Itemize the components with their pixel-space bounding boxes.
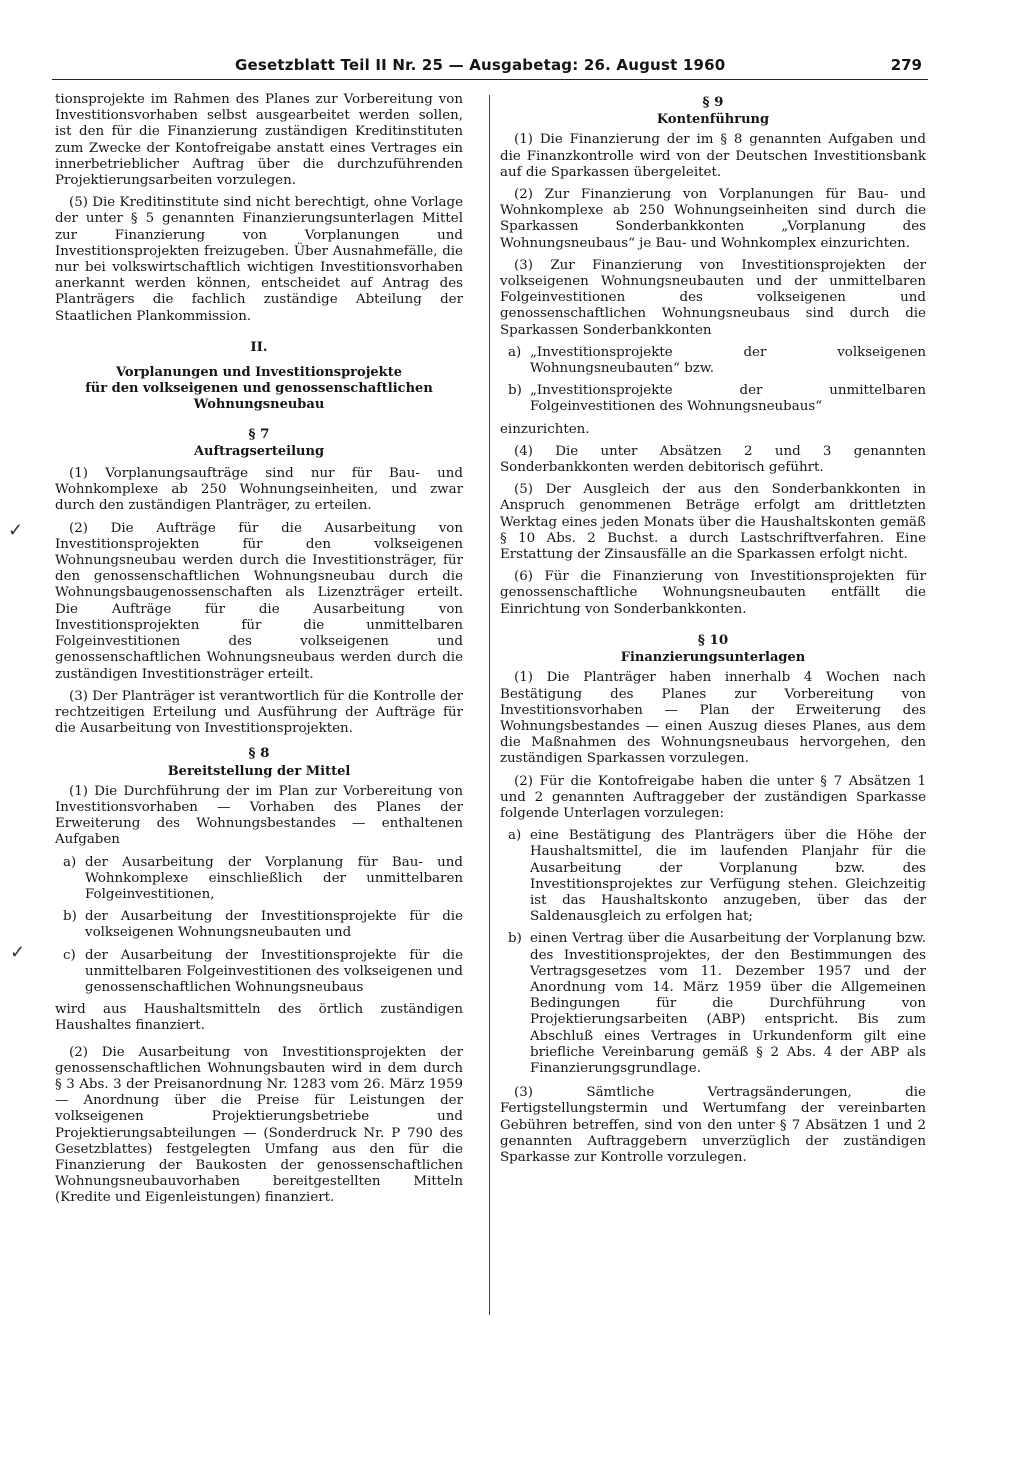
- list-item: [500, 828, 926, 925]
- part-title: für den volkseigenen und genossenschaftlichen: [85, 381, 433, 397]
- page-header: [52, 50, 932, 80]
- paragraph: (2) Für die Kontofreigabe haben die unter § 7 Absätzen 1 und 2 genannten Auftraggeber der zuständigen Sparkasse folgende Unterlagen vorzulegen:: [500, 773, 926, 821]
- column-divider: [489, 95, 490, 1315]
- list-text: der Ausarbeitung der Investitionsprojekte für die unmittelbaren Folgeinvestitionen des volkseigenen und genossenschaftlichen Wohnungsneubaus: [85, 947, 463, 995]
- list-item: [500, 931, 926, 1077]
- left-column: [55, 92, 463, 1213]
- paragraph: (1) Die Finanzierung der im § 8 genannten Aufgaben und die Finanzkontrolle wird von der Deutschen Investitionsbank auf die Sparkassen übergeleitet.: [500, 132, 926, 180]
- paragraph: (4) Die unter Absätzen 2 und 3 genannten Sonderbankkonten werden debitorisch geführt.: [500, 443, 926, 476]
- list-item: [500, 383, 926, 415]
- list-label: b): [508, 931, 522, 947]
- margin-check-mark: ✓: [8, 520, 24, 541]
- section-number: § 8: [248, 745, 270, 762]
- list-label: b): [63, 909, 77, 925]
- paragraph: (1) Die Planträger haben innerhalb 4 Wochen nach Bestätigung des Planes zur Vorbereitung von Investitionsvorhaben — Plan der Erweiterung des Wohnungsbestandes — einen Auszug dieses Planes, aus dem die Maßnahmen des Wohnungsneubaus hervorgehen, den zuständigen Sparkassen vorzulegen.: [500, 670, 926, 767]
- paragraph: (3) Der Planträger ist verantwortlich für die Kontrolle der rechtzeitigen Erteilung und Ausführung der Aufträge für die Ausarbeitung von Investitionsprojekten.: [55, 688, 463, 737]
- list-text: „Investitionsprojekte der volkseigenen Wohnungsneubauten“ bzw.: [530, 344, 926, 377]
- paragraph: (1) Die Durchführung der im Plan zur Vorbereitung von Investitionsvorhaben — Vorhaben des Planes der Erweiterung des Wohnungsbestandes — enthaltenen Aufgaben: [55, 783, 463, 848]
- section-title: Finanzierungsunterlagen: [620, 650, 806, 666]
- header-rule: [52, 79, 928, 80]
- section-title: Bereitstellung der Mittel: [167, 763, 351, 779]
- list-label: c): [63, 947, 76, 963]
- section-title: Auftragserteilung: [193, 443, 325, 459]
- list-label: a): [63, 854, 77, 870]
- list-item: [55, 909, 463, 941]
- paragraph: (5) Die Kreditinstitute sind nicht berechtigt, ohne Vorlage der unter § 5 genannten Finanzierungsunterlagen Mittel zur Finanzierung von Vorplanungen und Investitionsprojekten freizugeben. Über Ausnahmefälle, die nur bei volkswirtschaftlich wichtigen Investitionsvorhaben anerkannt werden können, entscheidet auf Antrag des Planträgers die fachlich zuständige Abteilung der Staatlichen Plankommission.: [55, 195, 463, 324]
- paragraph: (5) Der Ausgleich der aus den Sonderbankkonten in Anspruch genommenen Beträge erfolgt am drittletzten Werktag eines jeden Monats über die Haushaltskonten gemäß § 10 Abs. 2 Buchst. a durch Lastschriftverfahren. Eine Erstattung der Zinsausfälle an die Sparkassen erfolgt nicht.: [500, 482, 926, 563]
- list-text: der Ausarbeitung der Vorplanung für Bau- und Wohnkomplexe einschließlich der unmittelbaren Folgeinvestitionen,: [85, 854, 463, 902]
- paragraph: (3) Zur Finanzierung von Investitionsprojekten der volkseigenen Wohnungsneubauten und der unmittelbaren Folgeinvestitionen des volkseigenen und genossenschaftlichen Wohnungsneubaus sind durch die Sparkassen Sonderbankkonten: [500, 257, 926, 338]
- page-number: 279: [890, 56, 922, 74]
- list-label: b): [508, 383, 522, 399]
- paragraph: wird aus Haushaltsmitteln des örtlich zuständigen Haushaltes finanziert.: [55, 1002, 463, 1034]
- list-text: eine Bestätigung des Planträgers über die Höhe der Haushaltsmittel, die im laufenden Planjahr für die Ausarbeitung der Vorplanung bzw. des Investitionsprojektes zur Verfügung stehen. Gleichzeitig ist das Haushaltskonto anzugeben, über das der Saldenausgleich zu erfolgen hat;: [530, 828, 926, 925]
- section-title: Kontenführung: [656, 112, 770, 128]
- paragraph: (2) Die Aufträge für die Ausarbeitung von Investitionsprojekten für den volkseigenen Wohnungsneubau werden durch die Investitionsträger, für den genossenschaftlichen Wohnungsneubau durch die Wohnungsbaugenossenschaften als Lizenzträger erteilt. Die Aufträge für die Ausarbeitung von Investitionsprojekten für die unmittelbaren Folgeinvestitionen des volkseigenen und genossenschaftlichen Wohnungsneubaus werden durch die zuständigen Investitionsträger erteilt.: [55, 520, 463, 682]
- section-number: § 7: [248, 425, 270, 442]
- paragraph: (6) Für die Finanzierung von Investitionsprojekten für genossenschaftliche Wohnungsneubauten entfällt die Einrichtung von Sonderbankkonten.: [500, 569, 926, 617]
- list-text: der Ausarbeitung der Investitionsprojekte für die volkseigenen Wohnungsneubauten und: [85, 909, 463, 941]
- list-item: [55, 948, 463, 997]
- right-column: [500, 92, 926, 1172]
- list-text: „Investitionsprojekte der unmittelbaren Folgeinvestitionen des Wohnungsneubaus“: [530, 383, 926, 415]
- paragraph: einzurichten.: [500, 421, 590, 437]
- paragraph: (3) Sämtliche Vertragsänderungen, die Fertigstellungstermin und Wertumfang der vereinbarten Gebühren betreffen, sind von den unter § 7 Absätzen 1 und 2 genannten Auftraggebern unverzüglich der zuständigen Sparkasse zur Kontrolle vorzulegen.: [500, 1085, 926, 1165]
- part-number: II.: [250, 338, 268, 355]
- list-text: einen Vertrag über die Ausarbeitung der Vorplanung bzw. des Investitionsprojektes, der den Bestimmungen des Vertragsgesetzes vom 11. Dezember 1957 und der Anordnung vom 14. März 1959 über die Allgemeinen Bedingungen für die Durchführung von Projektierungsarbeiten (ABP) entspricht. Bis zum Abschluß eines Vertrages in Urkundenform gilt eine briefliche Vereinbarung gemäß § 2 Abs. 4 der ABP als Finanzierungsgrundlage.: [530, 931, 926, 1076]
- section-number: § 10: [697, 631, 729, 648]
- part-title: Vorplanungen und Investitionsprojekte: [116, 365, 402, 381]
- intro-paragraph: tionsprojekte im Rahmen des Planes zur Vorbereitung von Investitionsvorhaben selbst ausgearbeitet werden sollen, ist den für die Finanzierung zuständigen Kreditinstituten zum Zwecke der Kontofreigabe anstatt eines Vertrages ein innerbetrieblicher Auftrag über die durchzuführenden Projektierungsarbeiten vorzulegen.: [55, 92, 463, 189]
- list-label: a): [508, 828, 522, 844]
- list-label: a): [508, 344, 522, 360]
- part-title: Wohnungsneubau: [193, 397, 325, 413]
- paragraph: (1) Vorplanungsaufträge sind nur für Bau- und Wohnkomplexe ab 250 Wohnungseinheiten, und zwar durch den zuständigen Planträger, zu erteilen.: [55, 466, 463, 514]
- margin-check-mark: ✓: [10, 942, 26, 963]
- paragraph: (2) Die Ausarbeitung von Investitionsprojekten der genossenschaftlichen Wohnungsbauten wird in dem durch § 3 Abs. 3 der Preisanordnung Nr. 1283 vom 26. März 1959 — Anordnung über die Preise für Leistungen der volkseigenen Projektierungsbetriebe und Projektierungsabteilungen — (Sonderdruck Nr. P 790 des Gesetzblattes) festgelegten Umfang aus den für die Finanzierung der Baukosten der genossenschaftlichen Wohnungsneubauvorhaben bereitgestellten Mitteln (Kredite und Eigenleistungen) finanziert.: [55, 1044, 463, 1206]
- header-title: Gesetzblatt Teil II Nr. 25 — Ausgabetag: 26. August 1960: [235, 56, 726, 74]
- list-item: [500, 345, 926, 377]
- paragraph: (2) Zur Finanzierung von Vorplanungen für Bau- und Wohnkomplexe ab 250 Wohnungseinheiten sind durch die Sparkassen Sonderbankkonten „Vorplanung des Wohnungsneubaus“ je Bau- und Wohnkomplex einzurichten.: [500, 187, 926, 251]
- section-number: § 9: [702, 94, 724, 110]
- list-item: [55, 855, 463, 904]
